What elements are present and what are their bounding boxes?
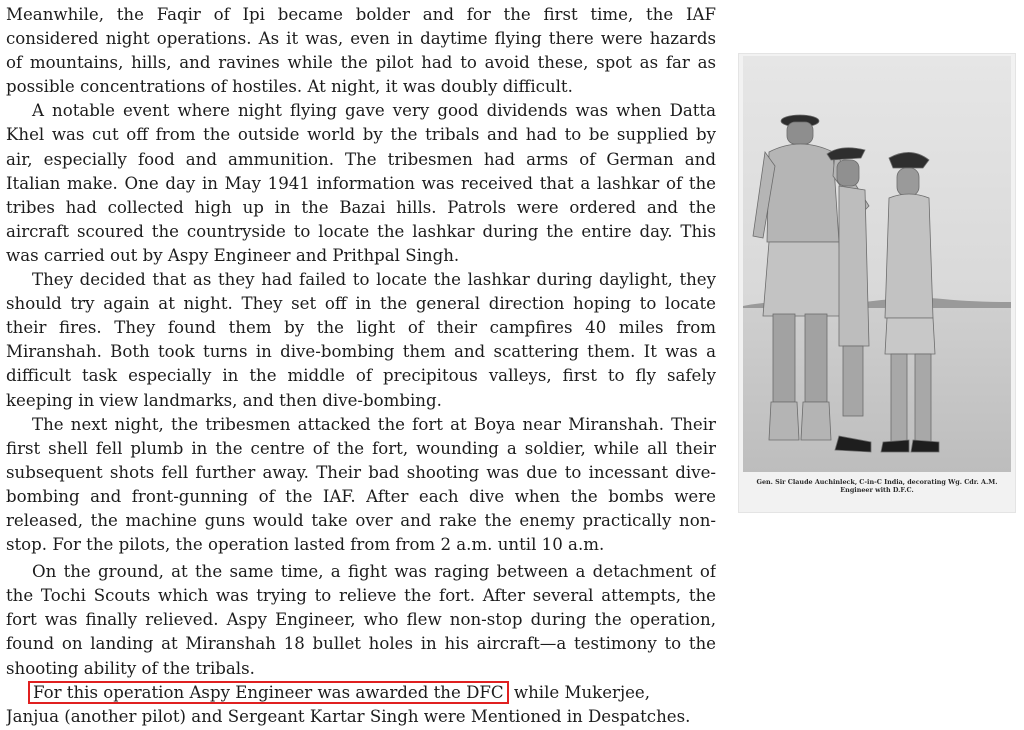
text-line: The next night, the tribesmen attacked the fort at Boya near Miranshah. Their xyxy=(32,414,716,434)
text-line: of mountains, hills, and ravines while the pilot had to avoid these, spot as far as xyxy=(6,53,716,73)
text-line: considered night operations. As it was, even in daytime flying there were hazards xyxy=(6,29,716,49)
text-line: They decided that as they had failed to locate the lashkar during daylight, they xyxy=(32,270,716,290)
text-line: the Tochi Scouts which was trying to relieve the fort. After several attempts, the xyxy=(6,586,716,606)
text-line: Meanwhile, the Faqir of Ipi became bolder and for the first time, the IAF xyxy=(6,5,716,24)
text-line: air, especially food and ammunition. The tribesmen had arms of German and xyxy=(6,149,716,169)
paragraph-1 xyxy=(6,3,716,99)
text-line: aircraft scoured the countryside to locate the lashkar during the entire day. This xyxy=(6,221,716,241)
text-line xyxy=(6,681,716,705)
highlighted-sentence: For this operation Aspy Engineer was awarded the DFC xyxy=(28,681,509,704)
text-line: stop. For the pilots, the operation lasted from from 2 a.m. until 10 a.m. xyxy=(6,535,605,555)
text-line: A notable event where night flying gave very good dividends was when Datta xyxy=(32,101,716,121)
paragraph-3 xyxy=(6,268,716,413)
text-line: their fires. They found them by the light of their campfires 40 miles from xyxy=(6,318,716,338)
text-line: tribes had collected high up in the Bazai hills. Patrols were ordered and the xyxy=(6,197,716,217)
text-line: found on landing at Miranshah 18 bullet holes in his aircraft—a testimony to the xyxy=(6,634,716,654)
text-line: was carried out by Aspy Engineer and Prithpal Singh. xyxy=(6,245,460,265)
text-line: possible concentrations of hostiles. At night, it was doubly difficult. xyxy=(6,77,573,97)
text-fragment: while Mukerjee, xyxy=(508,682,651,702)
text-line: Janjua (another pilot) and Sergeant Kartar Singh were Mentioned in Despatches. xyxy=(6,706,691,726)
text-line: should try again at night. They set off in the general direction hoping to locate xyxy=(6,294,716,314)
photo-figure xyxy=(738,53,1016,513)
text-line: shooting ability of the tribals. xyxy=(6,658,255,678)
text-line: difficult task especially in the middle of precipitous valleys, first to fly safely xyxy=(6,366,716,386)
article-body xyxy=(6,3,716,729)
text-line: released, the machine guns would take over and rake the enemy practically non- xyxy=(6,510,716,530)
photograph xyxy=(743,56,1011,520)
text-line: Miranshah. Both took turns in dive-bombing them and scattering them. It was a xyxy=(6,342,716,362)
text-line: first shell fell plumb in the centre of the fort, wounding a soldier, while all their xyxy=(6,438,716,458)
text-line: fort was finally relieved. Aspy Engineer, who flew non-stop during the operation, xyxy=(6,610,716,630)
paragraph-4 xyxy=(6,413,716,558)
figure-caption: Gen. Sir Claude Auchinleck, C-in-C India, decorating Wg. Cdr. A.M. Engineer with D.F.C. xyxy=(756,478,998,494)
text-line: subsequent shots fell further away. Their bad shooting was due to incessant dive- xyxy=(6,462,716,482)
paragraph-2 xyxy=(6,99,716,268)
text-line: On the ground, at the same time, a fight was raging between a detachment of xyxy=(32,562,716,582)
text-line: bombing and front-gunning of the IAF. After each dive when the bombs were xyxy=(6,486,716,506)
text-line: Italian make. One day in May 1941 information was received that a lashkar of the xyxy=(6,173,716,193)
paragraph-5 xyxy=(6,560,716,680)
text-line: keeping in view landmarks, and then dive-bombing. xyxy=(6,390,442,410)
paragraph-6 xyxy=(6,681,716,729)
text-line: Khel was cut off from the outside world by the tribals and had to be supplied by xyxy=(6,125,716,145)
